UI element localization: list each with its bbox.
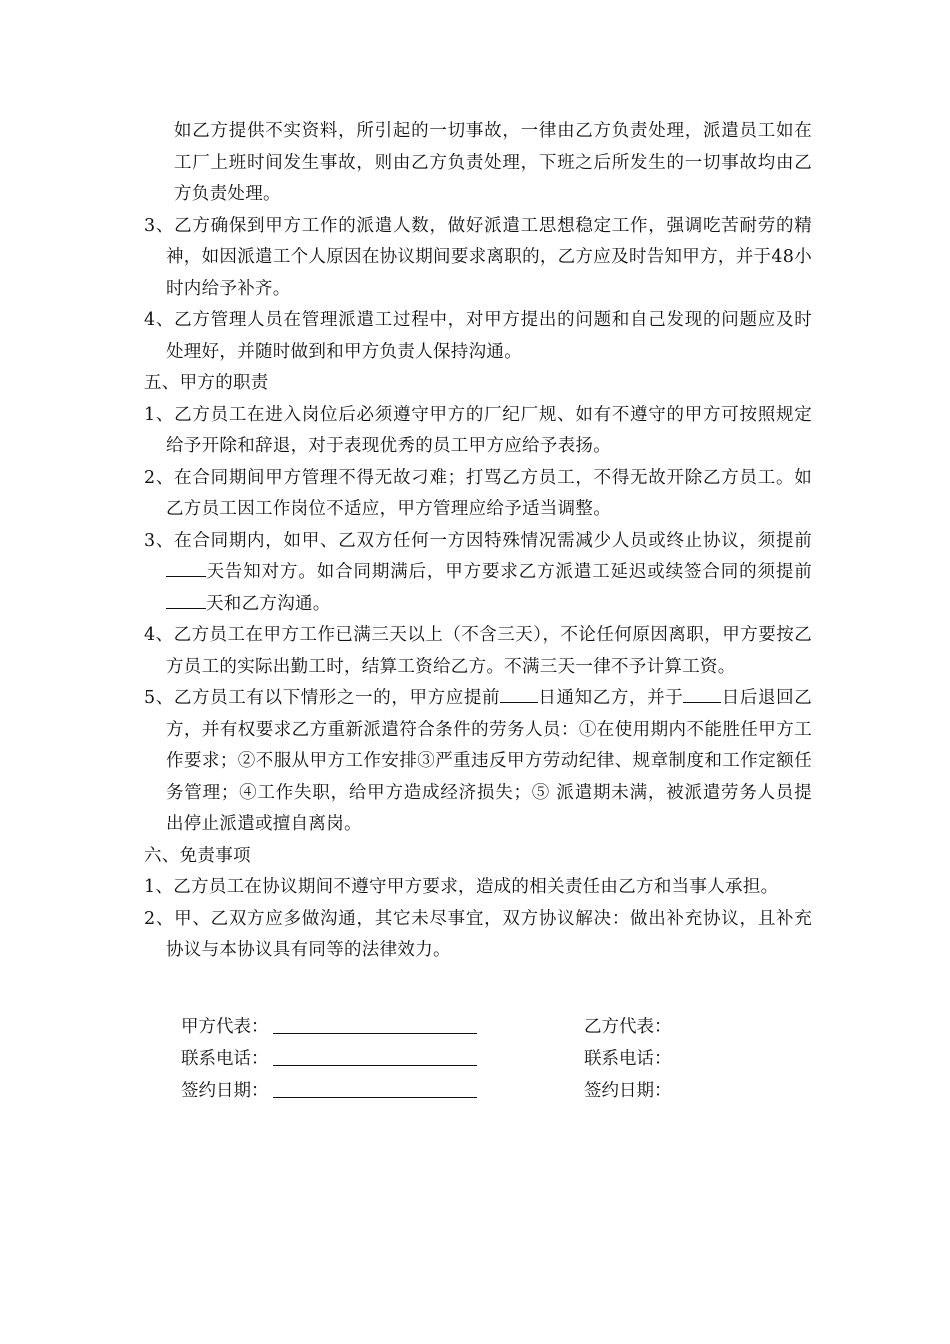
party-b-phone-label: 联系电话： [584,1049,672,1069]
duty-3-text-3: 天和乙方沟通。 [206,593,331,614]
party-b-date-row [584,1075,672,1107]
duty-5-text-3: 日后退回乙方，并有权要求乙方重新派遣符合条件的劳务人员：①在使用期内不能胜任甲方工作要求；②不服从甲方工作安排③严重违反甲方劳动纪律、规章制度和工作定额任务管理；④工作失职，给甲方造成经济损失；⑤ 派遣期未满，被派遣劳务人员提出停止派遣或擅自离岗。 [166,688,813,834]
party-a-duty-2: 2、在合同期间甲方管理不得无故刁难；打骂乙方员工，不得无故开除乙方员工。如乙方员工因工作岗位不适应，甲方管理应给予适当调整。 [144,467,812,519]
party-a-phone-label: 联系电话： [181,1049,269,1069]
party-a-duty-3 [144,526,812,621]
section-heading-5: 五、甲方的职责 [144,373,269,393]
party-a-duty-4: 4、乙方员工在甲方工作已满三天以上（不含三天），不论任何原因离职，甲方要按乙方员工的实际出勤工时，结算工资给乙方。不满三天一律不予计算工资。 [144,625,812,677]
party-a-date-label: 签约日期： [181,1081,269,1101]
duty-5-text-1: 5、乙方员工有以下情形之一的，甲方应提前 [144,688,501,708]
party-a-duty-1: 1、乙方员工在进入岗位后必须遵守甲方的厂纪厂规、如有不遵守的甲方可按照规定给予开除和辞退，对于表现优秀的员工甲方应给予表扬。 [144,404,812,456]
party-b-date-label: 签约日期： [584,1081,672,1101]
party-a-duty-5 [144,683,812,841]
blank-line [166,558,206,577]
party-b-phone-row [584,1043,672,1075]
exemption-2: 2、甲、乙双方应多做沟通，其它未尽事宜，双方协议解决：做出补充协议，且补充协议与本协议具有同等的法律效力。 [144,908,812,960]
party-b-rep-label: 乙方代表： [584,1017,672,1037]
duty-3-text-1: 3、在合同期内，如甲、乙双方任何一方因特殊情况需减少人员或终止协议，须提前 [144,530,812,551]
party-a-phone-line[interactable] [273,1043,477,1066]
blank-line [683,684,721,703]
party-a-date-line[interactable] [273,1075,477,1098]
exemption-1: 1、乙方员工在协议期间不遵守甲方要求，造成的相关责任由乙方和当事人承担。 [144,877,779,897]
party-b-duty-3: 3、乙方确保到甲方工作的派遣人数，做好派遣工思想稳定工作，强调吃苦耐劳的精神，如因派遣工个人原因在协议期间要求离职的，乙方应及时告知甲方，并于48小时内给予补齐。 [144,215,812,299]
section-heading-6: 六、免责事项 [144,845,251,866]
party-a-phone-row [181,1043,477,1075]
blank-line [500,684,538,703]
party-a-date-row [181,1075,477,1107]
party-a-rep-line[interactable] [273,1011,477,1034]
party-b-rep-row [584,1011,672,1043]
party-b-duty-4: 4、乙方管理人员在管理派遣工过程中，对甲方提出的问题和自己发现的问题应及时处理好，并随时做到和甲方负责人保持沟通。 [144,310,812,362]
party-a-rep-row [181,1011,477,1043]
duty-5-text-2: 日通知乙方，并于 [538,688,684,708]
paragraph-continued: 如乙方提供不实资料，所引起的一切事故，一律由乙方负责处理，派遣员工如在工厂上班时间发生事故，则由乙方负责处理，下班之后所发生的一切事故均由乙方负责处理。 [174,121,812,204]
blank-line [166,590,206,609]
party-a-rep-label: 甲方代表： [181,1017,269,1037]
duty-3-text-2: 天告知对方。如合同期满后，甲方要求乙方派遣工延迟或续签合同的须提前 [206,562,812,582]
document-body [144,116,812,967]
